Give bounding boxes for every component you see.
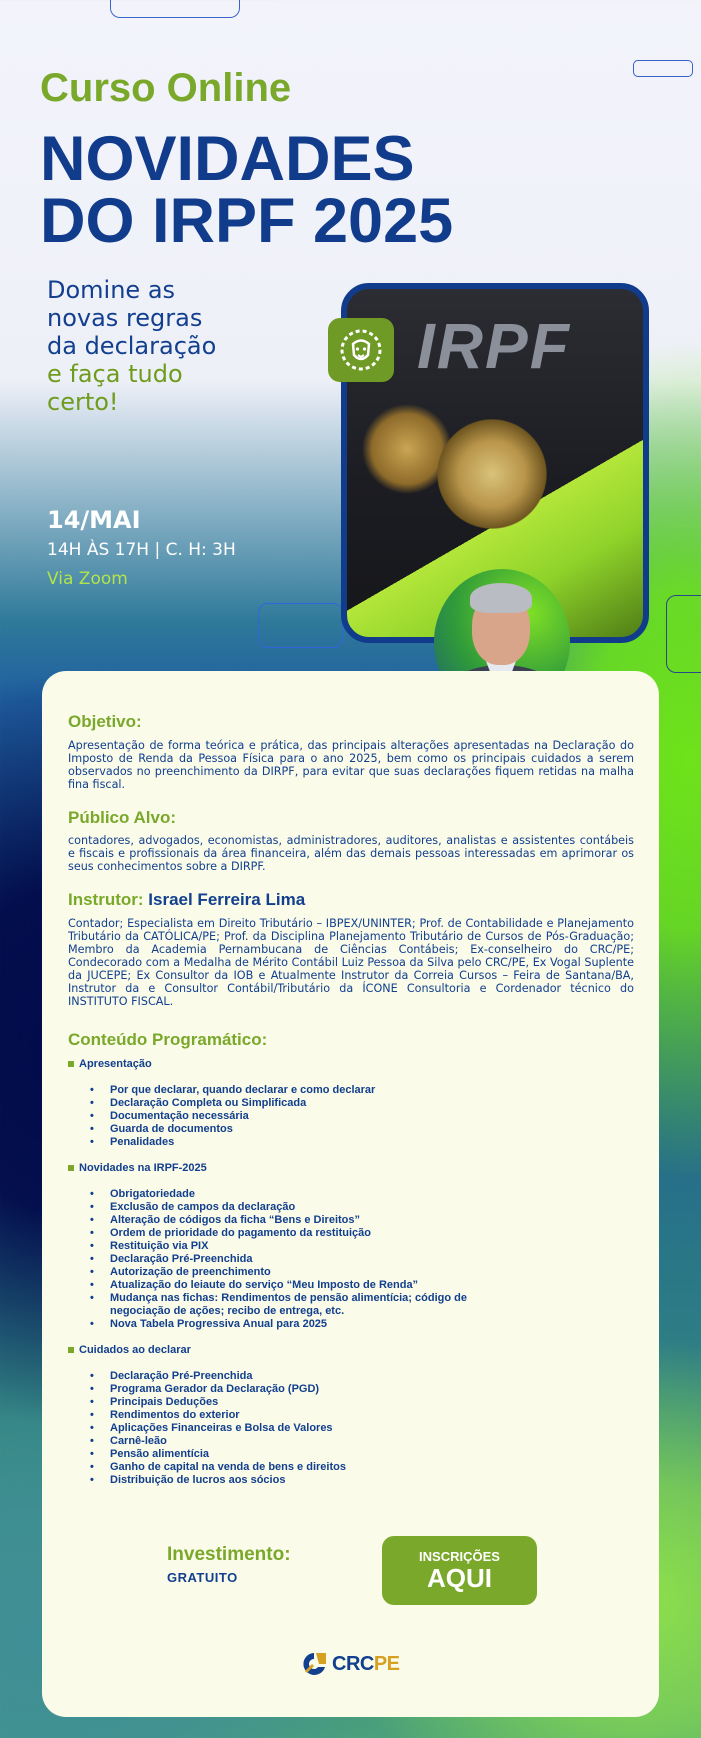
- list-item: • Ganho de capital na venda de bens e direitos: [100, 1461, 346, 1474]
- tagline-line: certo!: [47, 388, 119, 416]
- list-item: • Guarda de documentos: [100, 1123, 375, 1136]
- instructor-label: Instrutor:: [68, 890, 144, 909]
- register-button[interactable]: [382, 1536, 537, 1605]
- decorative-frame: [258, 603, 343, 648]
- instructor-bio: Contador; Especialista em Direito Tributário – IBPEX/UNINTER; Prof. de Contabilidade e Planejamento Tributário da CATÓLICA/PE; Prof. da Disciplina Planejamento Tributário de Cursos de Pós-Graduação; Membro da Academia Pernambucana de Ciências Contábeis; Ex-conselheiro do CRC/PE; Condecorado com a Medalha de Mérito Contábil Luiz Pessoa da Silva pelo CRC/PE, Ex Vogal Suplente da JUCEPE; Ex Consultor da IOB e Atualmente Instrutor da Correia Cursos – Feira de Santana/BA, Instrutor da e Consultor Contábil/Tributário da ÍCONE Consultoria e Cordenador técnico do INSTITUTO FISCAL.: [68, 917, 634, 1008]
- list-item: • Principais Deduções: [100, 1396, 346, 1409]
- list-item: • Autorização de preenchimento: [100, 1266, 520, 1279]
- decorative-frame: [633, 60, 693, 77]
- course-label: Curso Online: [40, 66, 292, 110]
- list-item: • Mudança nas fichas: Rendimentos de pensão alimentícia; código de negociação de ações; recibo de entrega, etc.: [100, 1292, 520, 1318]
- audience-title: Público Alvo:: [68, 808, 176, 827]
- audience-text: contadores, advogados, economistas, administradores, auditores, analistas e assistentes contábeis e fiscais e profissionais da área financeira, além das demais pessoas interessadas em aprimorar os seus conhecimentos sobre a DIRPF.: [68, 834, 634, 873]
- content-card: [42, 671, 659, 1717]
- program-list: [100, 1188, 520, 1331]
- list-item: • Atualização do leiaute do serviço “Meu Imposto de Renda”: [100, 1279, 520, 1292]
- tagline-line: da declaração: [47, 332, 217, 360]
- crcpe-logo: [300, 1651, 400, 1677]
- event-date: 14/MAI: [47, 506, 141, 534]
- crcpe-emblem-icon: [300, 1651, 328, 1677]
- pe-text: PE: [373, 1652, 400, 1675]
- list-item: • Alteração de códigos da ficha “Bens e Direitos”: [100, 1214, 520, 1227]
- decorative-frame: [666, 595, 701, 673]
- instructor-title: [68, 890, 305, 910]
- crc-text: CRC: [332, 1652, 374, 1675]
- title-line-2: DO IRPF 2025: [40, 186, 454, 256]
- list-item: • Distribuição de lucros aos sócios: [100, 1474, 346, 1487]
- list-item: • Exclusão de campos da declaração: [100, 1201, 520, 1214]
- objective-text: Apresentação de forma teórica e prática, das principais alterações apresentadas na Declaração do Imposto de Renda da Pessoa Física para o ano 2025, bem como os principais cuidados a serem observados no preenchimento da DIRPF, para evitar que suas declarações fiquem retidas na malha fina fiscal.: [68, 739, 634, 791]
- objective-title: Objetivo:: [68, 712, 142, 731]
- program-list: [100, 1370, 346, 1487]
- event-hours: 14H ÀS 17H | C. H: 3H: [47, 540, 236, 560]
- list-item: • Carnê-leão: [100, 1435, 346, 1448]
- tagline-line: Domine as: [47, 276, 176, 304]
- list-item: • Obrigatoriedade: [100, 1188, 520, 1201]
- register-button-cta: AQUI: [427, 1563, 492, 1593]
- program-title: Conteúdo Programático:: [68, 1030, 268, 1049]
- list-item: • Ordem de prioridade do pagamento da restituição: [100, 1227, 520, 1240]
- list-item: • Rendimentos do exterior: [100, 1409, 346, 1422]
- register-button-label: INSCRIÇÕES: [419, 1549, 500, 1564]
- list-item: • Por que declarar, quando declarar e como declarar: [100, 1084, 375, 1097]
- list-item: • Programa Gerador da Declaração (PGD): [100, 1383, 346, 1396]
- list-item: • Aplicações Financeiras e Bolsa de Valores: [100, 1422, 346, 1435]
- list-item: • Documentação necessária: [100, 1110, 375, 1123]
- tagline: [47, 276, 216, 416]
- list-item: • Declaração Pré-Preenchida: [100, 1253, 520, 1266]
- program-section-heading: Novidades na IRPF-2025: [68, 1162, 207, 1174]
- tagline-line: e faça tudo: [47, 360, 183, 388]
- event-platform: Via Zoom: [47, 569, 128, 589]
- program-section-heading: Apresentação: [68, 1058, 152, 1070]
- title-line-1: NOVIDADES: [40, 124, 415, 194]
- photo-irpf-text: IRPF: [417, 310, 571, 382]
- investment-value: GRATUITO: [167, 1570, 238, 1585]
- list-item: • Nova Tabela Progressiva Anual para 2025: [100, 1318, 520, 1331]
- list-item: • Pensão alimentícia: [100, 1448, 346, 1461]
- program-list: [100, 1084, 375, 1149]
- crcpe-wordmark: [332, 1653, 400, 1676]
- list-item: • Declaração Completa ou Simplificada: [100, 1097, 375, 1110]
- lion-logo-icon: [328, 318, 394, 382]
- tagline-line: novas regras: [47, 304, 203, 332]
- page-title: [40, 124, 454, 256]
- list-item: • Restituição via PIX: [100, 1240, 520, 1253]
- list-item: • Declaração Pré-Preenchida: [100, 1370, 346, 1383]
- decorative-frame: [110, 0, 240, 18]
- investment-label: Investimento:: [167, 1544, 291, 1565]
- program-section-heading: Cuidados ao declarar: [68, 1344, 191, 1356]
- list-item: • Penalidades: [100, 1136, 375, 1149]
- instructor-name: Israel Ferreira Lima: [148, 890, 306, 909]
